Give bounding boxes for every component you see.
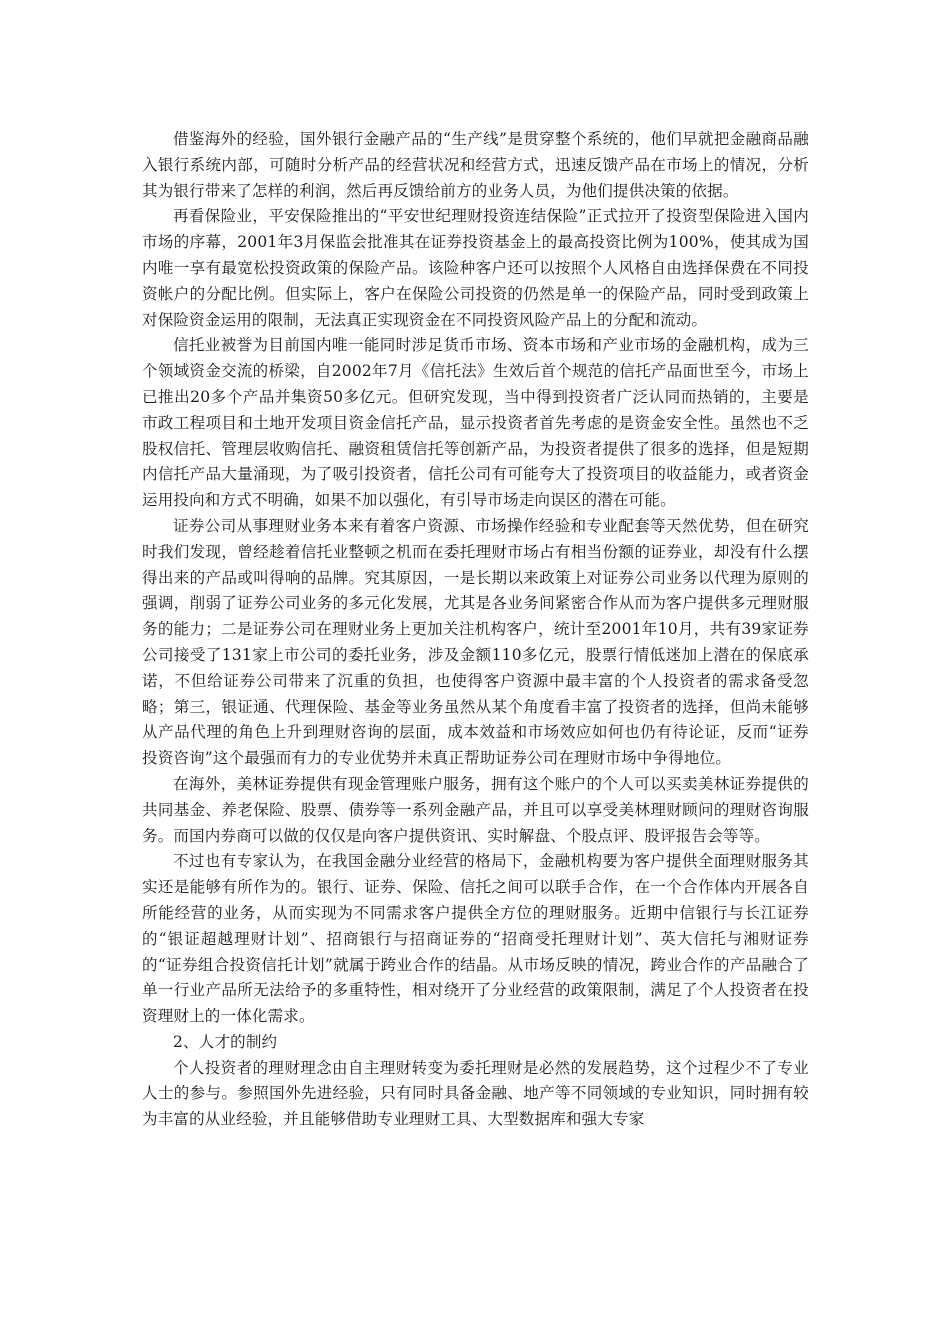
paragraph-talent: 个人投资者的理财理念由自主理财转变为委托理财是必然的发展趋势，这个过程少不了专业人士的参与。参照国外先进经验，只有同时具备金融、地产等不同领域的专业知识，同时拥有较为丰富的从业经验，并且能够借助专业理财工具、大型数据库和强大专家 <box>142 1058 809 1129</box>
paragraph-cross-industry: 不过也有专家认为，在我国金融分业经营的格局下，金融机构要为客户提供全面理财服务其实还是能够有所作为的。银行、证券、保险、信托之间可以联手合作，在一个合作体内开展各自所能经营的业务，从而实现为不同需求客户提供全方位的理财服务。近期中信银行与长江证券的“银证超越理财计划”、招商银行与招商证券的“招商受托理财计划”、英大信托与湘财证券的“证券组合投资信托计划”就属于跨业合作的结晶。从市场反映的情况，跨业合作的产品融合了单一行业产品所无法给予的多重特性，相对绕开了分业经营的政策限制，满足了个人投资者在投资理财上的一体化需求。 <box>142 852 809 1026</box>
paragraph-trust: 信托业被誉为目前国内唯一能同时涉足货币市场、资本市场和产业市场的金融机构，成为三个领域资金交流的桥梁，自2002年7月《信托法》生效后首个规范的信托产品面世至今，市场上已推出20多个产品并集资50多亿元。但研究发现，当中得到投资者广泛认同而热销的，主要是市政工程项目和土地开发项目资金信托产品，显示投资者首先考虑的是资金安全性。虽然也不乏股权信托、管理层收购信托、融资租赁信托等创新产品，为投资者提供了很多的选择，但是短期内信托产品大量涌现，为了吸引投资者，信托公司有可能夸大了投资项目的收益能力，或者资金运用投向和方式不明确，如果不加以强化，有引导市场走向误区的潜在可能。 <box>142 336 809 510</box>
section-heading: 2、人才的制约 <box>173 1032 278 1051</box>
paragraph-insurance: 再看保险业，平安保险推出的“平安世纪理财投资连结保险”正式拉开了投资型保险进入国内市场的序幕，2001年3月保监会批准其在证券投资基金上的最高投资比例为100%，使其成为国内唯一享有最宽松投资政策的保险产品。该险种客户还可以按照个人风格自由选择保费在不同投资帐户的分配比例。但实际上，客户在保险公司投资的仍然是单一的保险产品，同时受到政策上对保险资金运用的限制，无法真正实现资金在不同投资风险产品上的分配和流动。 <box>142 207 809 329</box>
paragraph-foreign-banks: 借鉴海外的经验，国外银行金融产品的“生产线”是贯穿整个系统的，他们早就把金融商品融入银行系统内部，可随时分析产品的经营状况和经营方式，迅速反馈产品在市场上的情况，分析其为银行带来了怎样的利润，然后再反馈给前方的业务人员，为他们提供决策的依据。 <box>142 130 809 200</box>
paragraph-securities: 证券公司从事理财业务本来有着客户资源、市场操作经验和专业配套等天然优势，但在研究时我们发现，曾经趁着信托业整顿之机而在委托理财市场占有相当份额的证券业，却没有什么摆得出来的产品或叫得响的品牌。究其原因，一是长期以来政策上对证券公司业务以代理为原则的强调，削弱了证券公司业务的多元化发展，尤其是各业务间紧密合作从而为客户提供多元理财服务的能力；二是证券公司在理财业务上更加关注机构客户，统计至2001年10月，共有39家证券公司接受了131家上市公司的委托业务，涉及金额110多亿元，股票行情低迷加上潜在的保底承诺，不但给证券公司带来了沉重的负担，也使得客户资源中最丰富的个人投资者的需求备受忽略；第三，银证通、代理保险、基金等业务虽然从某个角度看丰富了投资者的选择，但尚未能够从产品代理的角色上升到理财咨询的层面，成本效益和市场效应如何也仍有待论证，反而“证券投资咨询”这个最强而有力的专业优势并未真正帮助证券公司在理财市场中争得地位。 <box>142 516 809 768</box>
document-body <box>142 127 809 1133</box>
paragraph-merrill-lynch: 在海外，美林证券提供有现金管理账户服务，拥有这个账户的个人可以买卖美林证券提供的共同基金、养老保险、股票、债券等一系列金融产品，并且可以享受美林理财顾问的理财咨询服务。而国内券商可以做的仅仅是向客户提供资讯、实时解盘、个股点评、股评报告会等等。 <box>142 774 809 845</box>
